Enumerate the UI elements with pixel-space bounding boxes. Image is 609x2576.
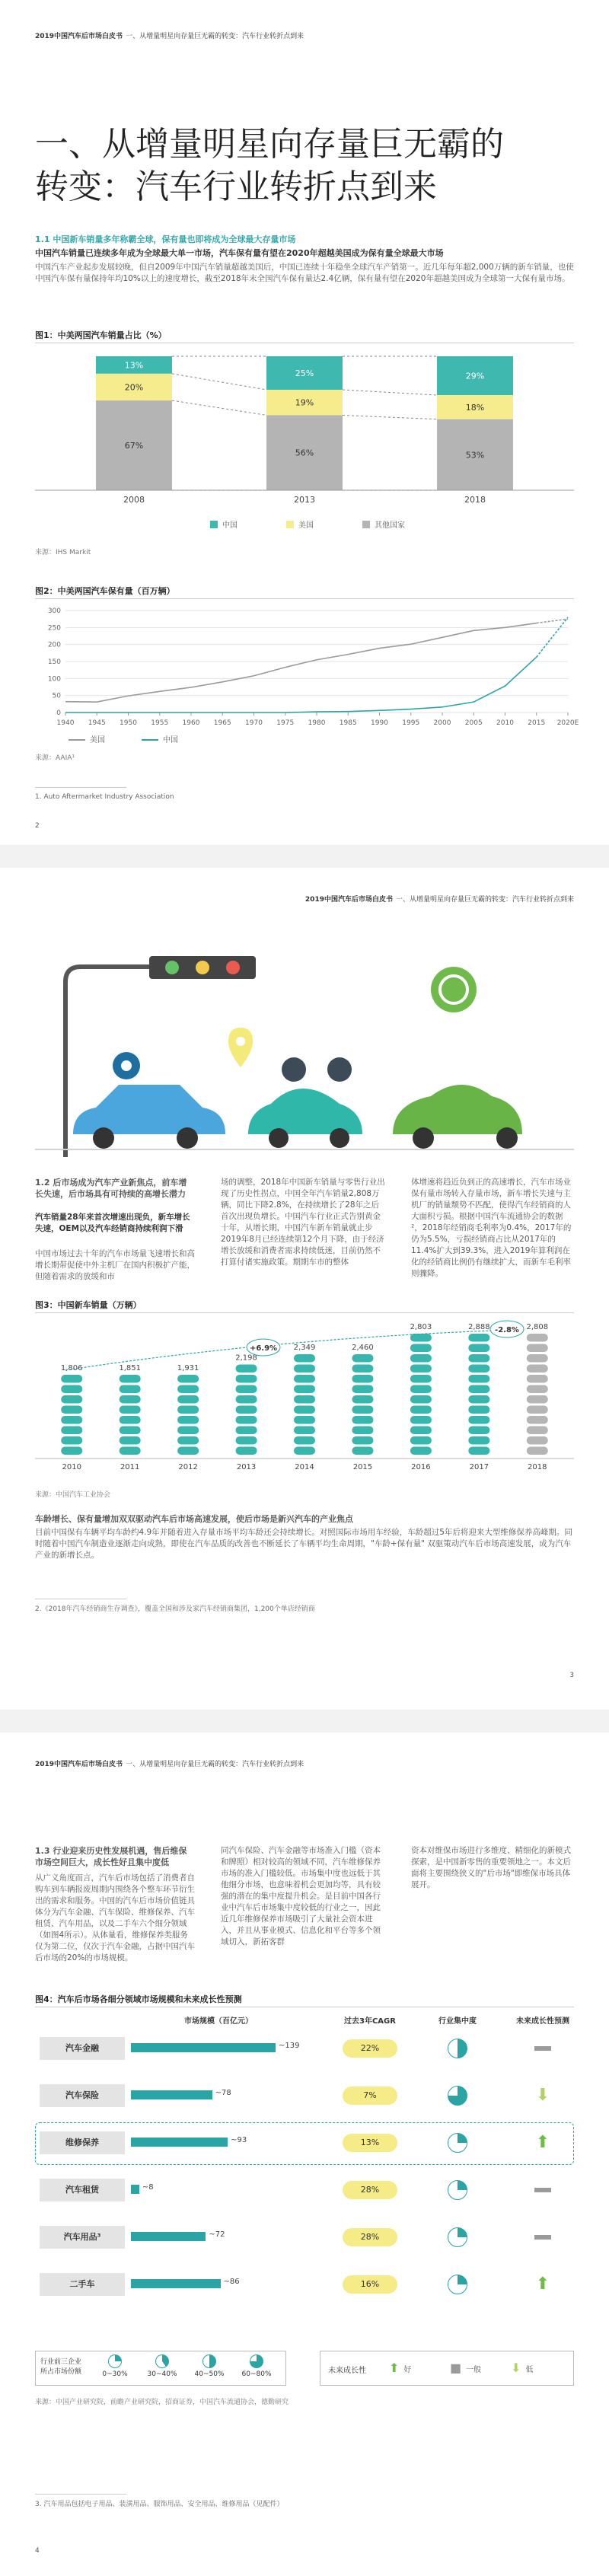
page-gap [0,1710,609,1733]
col3-text: 资本对维保市场进行多维度、精细化的新模式探索，是中国新零售的重要领地之一。本文后面将主要围绕狭义的"后市场"即维保市场具体展开。 [411,1846,571,1889]
pie-icon [202,2354,216,2368]
car-green-icon [393,1085,522,1149]
concentration-legend-item [234,2354,279,2378]
footnote: 1. Auto Aftermarket Industry Association [35,793,174,801]
fig1-legend-swatch [210,521,218,528]
fig3-car-icon [468,1365,489,1373]
fig3-car-icon [294,1416,315,1424]
fig3-car-icon [468,1447,489,1455]
fig3-x-label: 2015 [352,1463,373,1471]
fig2-x-tick: 1980 [308,719,326,727]
fig3-car-icon [527,1406,548,1414]
fig3-value-label: 2,460 [352,1344,374,1352]
fig1-legend-swatch [362,521,370,528]
footnote: 2.《2018年汽车经销商生存调查》，覆盖全国和涉及家汽车经销商集团，1,200个单店经销商 [35,1605,315,1613]
fig3-value-label: 1,806 [60,1364,83,1372]
fig3-car-icon [236,1436,257,1445]
section-heading: 1.2 后市场成为汽车产业新焦点，前车增长失速，后市场具有可持续的高增长潜力 [35,1178,187,1199]
fig3-x-label: 2013 [236,1463,257,1471]
fig3-car-icon [352,1427,373,1435]
page-header: 2019中国汽车后市场白皮书 一、从增量明星向存量巨无霸的转变：汽车行业转折点到来 [35,33,304,40]
fig3-car-icon [294,1436,315,1445]
illustration [35,929,574,1157]
fig3-car-icon [294,1365,315,1373]
fig3-x-label: 2016 [411,1463,431,1471]
fig4-growth-arrow-icon: ⬇ [535,2086,550,2105]
concentration-legend [35,2351,286,2386]
fig3-value-label: 2,349 [293,1344,316,1352]
fig4-size-label: ~93 [231,2136,247,2144]
fig4-growth-arrow-icon: ⬆ [535,2275,550,2294]
fig3-car-icon [468,1375,489,1383]
gauge-icon [282,1057,352,1082]
page-header: 2019中国汽车后市场白皮书 一、从增量明星向存量巨无霸的转变：汽车行业转折点到来 [35,1761,304,1768]
fig3-value-label: 2,808 [526,1323,549,1331]
fig3-car-icon [410,1395,432,1404]
fig3-car-icon [468,1395,489,1404]
fig3-car-icon [410,1406,432,1414]
fig3-car-icon [177,1427,199,1435]
fig4-concentration-pie-icon [448,2133,467,2153]
fig1-connector [172,374,266,390]
fig4-source: 来源：中国产业研究院，前瞻产业研究院，招商证券，中国汽车流通协会，德勤研究 [35,2399,289,2406]
fig1-legend-label: 中国 [222,521,238,530]
fig3-car-icon [120,1447,141,1455]
fig4-growth-arrow-icon [534,2046,551,2051]
fig1-x-label: 2008 [123,495,145,505]
page-number: 2 [35,822,40,830]
concentration-legend-text: 0~30% [102,2370,128,2378]
growth-arrow-icon: ⬆ [389,2361,400,2375]
fig3-car-icon [527,1447,548,1455]
fig4-concentration-pie-icon [448,2275,467,2294]
fig4-row-label: 汽车金融 [40,2037,125,2060]
fig1-value-label: 20% [124,382,144,393]
fig4-cagr-pill: 28% [343,2181,397,2199]
fig2-x-tick: 2000 [433,719,451,727]
fig2-y-tick: 0 [56,709,61,717]
fig3-car-icon [236,1365,257,1373]
fig1-connector [172,400,266,415]
fig4-size-label: ~78 [215,2089,231,2097]
fig3-car-icon [352,1354,373,1363]
fig3-car-icon [177,1385,199,1394]
fig4-title: 图4：汽车后市场各细分领域市场规模和未来成长性预测 [35,1994,242,2004]
fig4-size-bar [131,2043,276,2052]
fig3-x-label: 2017 [469,1463,489,1471]
fig2-x-tick: 1970 [245,719,263,727]
fig2-legend-label: 美国 [90,736,105,744]
fig3-car-icon [177,1436,199,1445]
fig3-car-icon [410,1354,432,1363]
footnote: 3. 汽车用品包括电子用品、装潢用品、服饰用品、安全用品、维修用品（见配件） [35,2501,284,2508]
fig4-row-label: 汽车保险 [40,2084,125,2107]
growth-legend-text: 一般 [466,2366,482,2374]
fig2-y-tick: 150 [47,658,61,666]
fig3-value-label: 2,803 [410,1323,432,1331]
fig3-x-label: 2011 [120,1463,140,1471]
fig3-car-icon [352,1416,373,1424]
fig3-car-icon [61,1406,82,1414]
page-3 [0,1733,609,2576]
fig1-connector [343,390,437,395]
divider [35,1312,574,1313]
divider [35,787,126,788]
fig3-car-icon [236,1395,257,1404]
fig2-x-tick: 1955 [151,719,169,727]
pie-icon [250,2354,263,2368]
fig3-car-icon [120,1416,141,1424]
fig3-car-icon [468,1354,489,1363]
fig3-value-label: 1,851 [119,1364,141,1372]
fig4-concentration-pie-icon [448,2227,467,2247]
fig2-x-tick: 2005 [464,719,483,727]
growth-legend [320,2351,574,2386]
fig3-car-icon [236,1385,257,1394]
fig3-car-icon [61,1427,82,1435]
fig3-car-icon [61,1395,82,1404]
page-number: 4 [35,2547,40,2555]
fig4-size-label: ~86 [223,2278,240,2286]
fig4-size-bar [131,2279,221,2288]
fig3-car-icon [527,1354,548,1363]
fig3-car-icon [527,1395,548,1404]
fig3-car-icon [120,1385,141,1394]
fig3-car-icon [410,1427,432,1435]
growth-legend-text: 低 [525,2366,534,2374]
fig3-decline-label: -2.8% [495,1326,519,1334]
fig4-concentration-pie-icon [448,2039,467,2058]
fig4-row-label: 汽车用品³ [40,2226,125,2249]
bold-heading: 车龄增长、保有量增加双双驱动汽车后市场高速发展，使后市场是新兴汽车的产业焦点 [35,1514,353,1524]
fig3-car-icon [468,1334,489,1342]
fig2-x-tick: 1945 [88,719,106,727]
fig2-forecast-中国 [537,617,568,657]
fig3-car-icon [352,1436,373,1445]
fig3-car-icon [236,1427,257,1435]
concentration-legend-text: 60~80% [241,2370,272,2378]
fig3-car-icon [236,1375,257,1383]
car-blue-icon [73,1085,225,1149]
fig3-car-icon [177,1447,199,1455]
fig3-car-icon [120,1395,141,1404]
fig1-value-label: 56% [295,448,314,458]
fig3-car-icon [468,1385,489,1394]
growth-legend-item [450,2361,508,2375]
growth-legend-item [511,2361,569,2375]
fig3-car-icon [61,1375,82,1383]
fig1-x-label: 2018 [464,495,486,505]
bold-paragraph: 目前中国保有车辆平均车龄约4.9年并随着进入存量市场平均车龄还会持续增长。对照国际市场用车经验，车龄超过5年后将迎来大型维修保养高峰期。同时随着中国汽车制造业逐渐走向成熟，即使在汽车品质的改善也不断延长了车辆平均生命周期，"车龄+保有量" 双驱策动汽车后市场高速发展，成为汽车产业的新增长点。 [35,1528,572,1560]
fig3-title: 图3：中国新车销量（万辆） [35,1300,142,1310]
concentration-legend-item [139,2354,185,2378]
fig3-car-icon [294,1427,315,1435]
fig2-title: 图2：中美两国汽车保有量（百万辆） [35,586,175,596]
fig3-car-icon [61,1416,82,1424]
fig2-x-tick: 2015 [528,719,546,727]
tire-icon [113,1052,140,1079]
fig3-car-icon [410,1375,432,1383]
fig2-x-tick: 2020E [556,719,579,727]
fig4-concentration-pie-icon [448,2086,467,2106]
page-number: 3 [569,1672,574,1679]
fig3-car-icon [527,1427,548,1435]
fig3-value-label: 2,888 [468,1323,490,1331]
fig4-growth-arrow-icon [534,2235,551,2240]
fig3-car-icon [468,1427,489,1435]
fig3-car-icon [61,1436,82,1445]
fig3-car-icon [177,1375,199,1383]
fig3-x-label: 2012 [178,1463,198,1471]
fig1-value-label: 29% [465,371,485,381]
fig4-size-bar [131,2232,206,2241]
fig3-car-icon [468,1344,489,1353]
page-header: 2019中国汽车后市场白皮书 一、从增量明星向存量巨无霸的转变：汽车行业转折点到来 [304,896,574,904]
fig3-car-icon [527,1416,548,1424]
fig3-car-icon [468,1416,489,1424]
fig3-car-icon [294,1395,315,1404]
fig3-car-icon [410,1365,432,1373]
page-title: 一、从增量明星向存量巨无霸的 转变：汽车行业转折点到来 [35,125,504,206]
fig4-size-bar [131,2090,212,2099]
fig3-growth-label: +6.9% [249,1344,278,1353]
fig3-car-icon [527,1375,548,1383]
fig1-legend-swatch [286,521,294,528]
pie-icon [108,2354,122,2368]
fig3-car-icon [527,1365,548,1373]
growth-legend-label: 未来成长性 [328,2367,366,2375]
fig1-chart [35,352,574,534]
page-1 [0,0,609,845]
fig3-car-icon [294,1406,315,1414]
fig3-car-icon [177,1406,199,1414]
fig2-x-tick: 2010 [496,719,514,727]
fig1-source: 来源：IHS Markit [35,549,91,556]
fig1-value-label: 18% [465,402,485,413]
fig3-car-icon [294,1385,315,1394]
fig2-y-tick: 50 [52,692,61,700]
fig4-cagr-pill: 13% [343,2134,397,2152]
concentration-legend-item [92,2354,138,2378]
fig3-car-icon [352,1447,373,1455]
fig2-y-tick: 200 [47,641,61,649]
fig2-x-tick: 1985 [339,719,357,727]
fig4-size-bar [131,2138,228,2147]
fig3-car-icon [120,1427,141,1435]
col1-text: 中国市场过去十年的汽车市场量飞速增长和高增长期带促使中外主机厂在国内积极扩产能，但随着需求的放缓和市 [35,1249,195,1281]
subheading: 中国汽车销量已连续多年成为全球最大单一市场，汽车保有量有望在2020年超越美国成为保有量全球最大市场 [35,248,444,258]
fig4-size-label: ~72 [209,2230,225,2239]
fig2-source: 来源：AAIA¹ [35,754,75,762]
fig3-car-icon [236,1416,257,1424]
fig3-car-icon [120,1406,141,1414]
fig4-col-header: 未来成长性预测 [516,2017,569,2026]
fig3-car-icon [120,1375,141,1383]
fig4-row-label: 维修保养 [40,2131,125,2154]
steering-wheel-icon [431,967,477,1012]
fig3-car-icon [120,1436,141,1445]
col2-text: 同汽车保险、汽车金融等市场准入门槛（资本和牌照）相对较高的领域不同，汽车维修保养市场的准入门槛较低。市场集中度也远低于其他细分市场，也意味着机会更加均等，具有较强的潜在的集中度提升机会。是目前中国各行业中汽车后市场集中度较低的行业之一，因此近几年维修保养市场吸引了大量社会资本进入，并且从事业模式、信息化和平台等多个领域切入，新拓客群 [221,1846,381,1946]
fig3-chart [35,1317,574,1484]
fig4-growth-arrow-icon: ⬆ [535,2133,550,2152]
fig2-y-tick: 100 [47,675,61,684]
fig2-x-tick: 1965 [213,719,231,727]
fig3-car-icon [468,1436,489,1445]
fig3-car-icon [410,1334,432,1342]
fig2-x-tick: 1960 [182,719,200,727]
fig3-car-icon [410,1385,432,1394]
growth-arrow-icon: ■ [450,2361,462,2375]
fig1-value-label: 25% [295,368,314,378]
fig2-y-tick: 250 [47,624,61,633]
fig2-chart [35,606,579,748]
fig3-car-icon [177,1395,199,1404]
fig3-car-icon [410,1344,432,1353]
fig3-car-icon [352,1385,373,1394]
section-heading: 1.3 行业迎来历史性发展机遇，售后维保市场空间巨大，成长性好且集中度低 [35,1846,187,1867]
fig3-car-icon [468,1406,489,1414]
concentration-legend-label: 行业前三企业所占市场份额 [40,2358,82,2376]
fig3-car-icon [527,1334,548,1342]
growth-arrow-icon: ⬇ [511,2361,521,2375]
fig3-x-label: 2018 [528,1463,547,1471]
fig3-car-icon [527,1385,548,1394]
fig4-cagr-pill: 28% [343,2228,397,2246]
fig3-car-icon [527,1344,548,1353]
car-teal-icon [248,1089,362,1148]
fig2-line-中国 [65,657,537,713]
fig2-x-tick: 1995 [402,719,420,727]
fig3-car-icon [527,1436,548,1445]
fig2-x-tick: 1950 [120,719,137,727]
fig3-car-icon [352,1395,373,1404]
fig1-value-label: 19% [295,397,314,408]
fig3-x-label: 2014 [295,1463,314,1471]
fig4-col-header: 市场规模（百亿元） [184,2017,253,2026]
concentration-legend-text: 30~40% [147,2370,177,2378]
fig4-col-header: 行业集中度 [438,2017,477,2026]
fig3-car-icon [294,1375,315,1383]
pie-icon [155,2354,169,2368]
fig3-car-icon [410,1416,432,1424]
fig3-car-icon [352,1365,373,1373]
fig4-cagr-pill: 7% [343,2087,397,2105]
col1-text: 从广义角度而言，汽车后市场包括了消费者自购车到车辆报废周期内围绕各个整车环节衍生出的需求和服务。中国的汽车后市场价值链具体分为汽车金融、汽车保险、维修保养、汽车租赁、汽车用品，以及二手车六个细分领域（如图4所示）。从体量看，维修保养类服务仅为第二位，仅次于汽车金融，占据中国汽车后市场的20%的市场规模。 [35,1873,195,1962]
fig3-car-icon [61,1447,82,1455]
fig4-size-bar [131,2185,139,2194]
fig2-x-tick: 1940 [56,719,75,727]
fig2-y-tick: 300 [47,607,61,615]
fig3-car-icon [236,1406,257,1414]
fig1-value-label: 13% [124,360,144,371]
page-2 [0,868,609,1710]
fig3-value-label: 2,198 [235,1353,257,1363]
fig3-car-icon [61,1385,82,1394]
fig4-size-label: ~139 [279,2042,300,2050]
fig3-car-icon [177,1416,199,1424]
concentration-legend-text: 40~50% [194,2370,225,2378]
fig3-value-label: 1,931 [177,1364,199,1372]
section-heading: 1.1 中国新车销量多年称霸全球，保有量也即将成为全球最大存量市场 [35,234,296,244]
col3-text: 体增速将趋近负到正的高速增长，汽车市场业保有量市场转入存量市场，新车增长失速与主机厂的销量颓势不匹配，使得汽车经销商的人大面积亏损。根据中国汽车流通协会的数据²，2018年经销商毛利率为0.4%，2017年的仍为5.5%，亏损经销商占比从2017年的11.4%扩大到39.3%，进入2019年算利润在化的经销商比例仍有继续扩大，而新车毛利率则骤降。 [411,1178,572,1278]
fig4-col-header: 过去3年CAGR [344,2017,396,2026]
fig4-size-label: ~8 [142,2183,154,2192]
fig1-value-label: 67% [124,441,144,451]
fig4-row-label: 汽车租赁 [40,2179,125,2201]
fig4-cagr-pill: 22% [343,2039,397,2058]
growth-legend-item [389,2361,447,2375]
divider [35,598,574,599]
fig1-x-label: 2013 [294,495,315,505]
fig4-concentration-pie-icon [448,2180,467,2200]
fig4-table [35,2011,574,2346]
fig1-connector [343,415,437,419]
location-pin-icon [228,1028,253,1067]
col2-text: 场的调整，2018年中国新车销量与零售行业出现了历史性拐点，中国全年汽车销量2,808万辆，同比下降2.8%，在持续增长了28年之后首次出现负增长。中国汽车行业正式告别黄金十年，从增长期，中国汽车新车销量就止步2019年8月已经连续第12个月下降，由于经济增长放缓和消费者需求持续低迷，目前仍然不打算付诸实施政策。期期车市的整体 [221,1178,385,1267]
fig3-car-icon [410,1436,432,1445]
fig3-car-icon [352,1375,373,1383]
fig4-growth-arrow-icon [534,2188,551,2192]
fig3-car-icon [410,1447,432,1455]
fig3-car-icon [352,1406,373,1414]
fig3-source: 来源：中国汽车工业协会 [35,1491,111,1499]
fig2-x-tick: 1975 [276,719,295,727]
fig4-cagr-pill: 16% [343,2275,397,2294]
fig1-legend-label: 美国 [298,521,314,530]
concentration-legend-item [187,2354,232,2378]
divider [35,2494,126,2495]
fig4-row-label: 二手车 [40,2273,125,2296]
fig2-x-tick: 1990 [371,719,388,727]
fig3-car-icon [236,1447,257,1455]
growth-legend-text: 好 [403,2366,412,2374]
fig1-title: 图1：中美两国汽车销量占比（%） [35,330,167,340]
fig2-line-美国 [65,623,537,703]
page-gap [0,845,609,868]
fig3-car-icon [294,1447,315,1455]
fig1-value-label: 53% [465,450,485,461]
fig3-x-label: 2010 [62,1463,81,1471]
fig1-legend-label: 其他国家 [375,521,405,530]
fig3-car-icon [294,1354,315,1363]
intro-paragraph: 中国汽车产业起步发展较晚，但自2009年中国汽车销量超越美国后，中国已连续十年稳坐全球汽车产销第一。近几年每年超2,000万辆的新车销量，也使中国汽车保有量保持年均10%以上的速度增长，截至2018年末全国汽车保有量达2.4亿辆，保有量有望在2020年超越美国成为全球第一大保有量市场。 [35,263,574,283]
subheading: 汽车销量28年来首次增速出现负，新车增长失速，OEM以及汽车经销商持续利润下滑 [35,1213,190,1233]
fig2-legend-label: 中国 [163,736,178,744]
